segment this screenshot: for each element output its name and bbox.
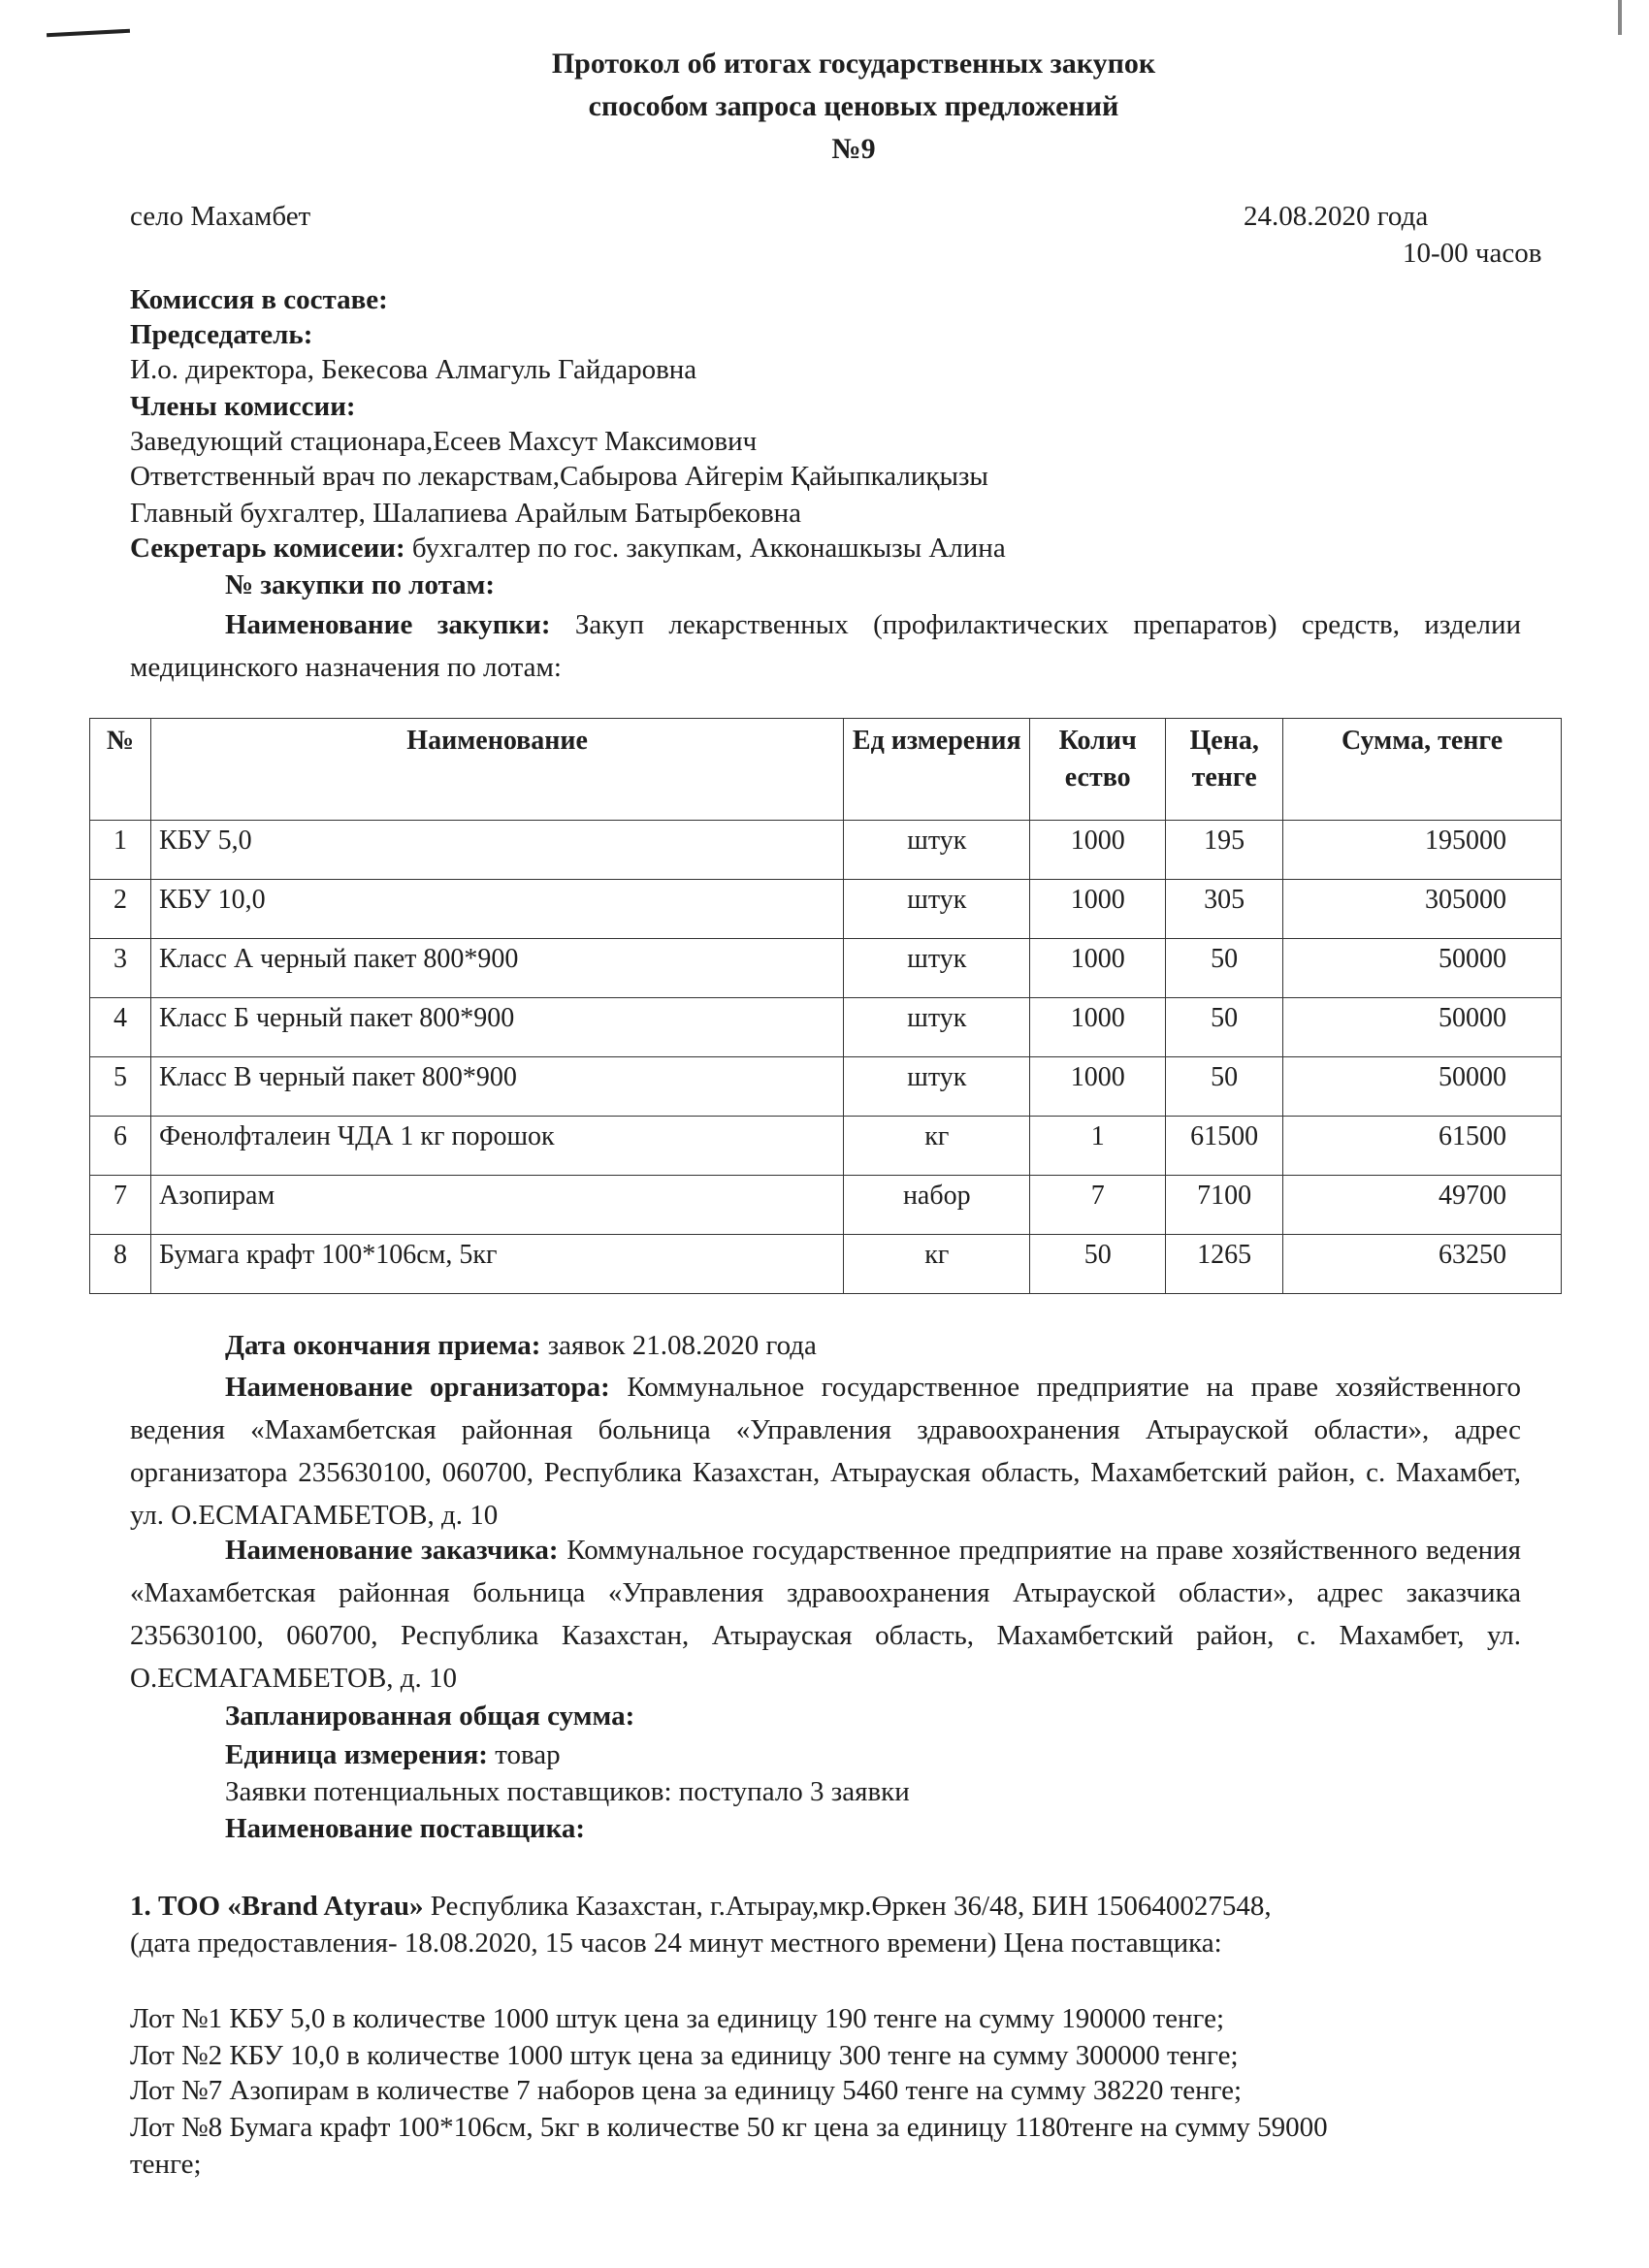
member-3: Главный бухгалтер, Шалапиева Арайлым Батырбековна [130,498,802,529]
cell-sum: 63250 [1283,1235,1562,1294]
purchase-name: Наименование закупки: Закуп лекарственных (профилактических препаратов) средств, изделии медицинского назначения по лотам: [130,609,1521,683]
planned-sum: Запланированная общая сумма: [225,1701,635,1732]
cell-unit: кг [844,1117,1030,1176]
protocol-time: 10-00 часов [1403,238,1542,269]
lots-table [89,718,1562,1294]
cell-quantity: 50 [1030,1235,1166,1294]
cell-sum: 195000 [1283,821,1562,880]
col-quantity: Колич ество [1030,719,1166,821]
cell-number: 3 [90,939,151,998]
cell-name: Класс Б черный пакет 800*900 [150,998,843,1057]
title-line-2: способом запроса ценовых предложений [588,90,1119,122]
col-price: Цена, тенге [1166,719,1283,821]
chair-label: Председатель: [130,319,313,350]
deadline: Дата окончания приема: заявок 21.08.2020 года [225,1330,817,1361]
table-row [90,939,1562,998]
table-row [90,1117,1562,1176]
protocol-number: №9 [831,133,876,165]
cell-unit: штук [844,880,1030,939]
table-row [90,998,1562,1057]
cell-quantity: 1000 [1030,821,1166,880]
cell-quantity: 1 [1030,1117,1166,1176]
cell-unit: штук [844,939,1030,998]
cell-unit: кг [844,1235,1030,1294]
cell-name: Фенолфталеин ЧДА 1 кг порошок [150,1117,843,1176]
title-line-1: Протокол об итогах государственных закупок [551,48,1156,80]
place: село Махамбет [130,201,311,232]
table-row [90,1176,1562,1235]
applications-count: Заявки потенциальных поставщиков: поступало 3 заявки [225,1776,910,1807]
cell-name: Класс В черный пакет 800*900 [150,1057,843,1117]
cell-price: 50 [1166,939,1283,998]
cell-number: 8 [90,1235,151,1294]
commission-heading: Комиссия в составе: [130,284,388,315]
table-row [90,1057,1562,1117]
supplier-lot-7: Лот №7 Азопирам в количестве 7 наборов цена за единицу 5460 тенге на сумму 38220 тенге; [130,2075,1243,2106]
cell-sum: 49700 [1283,1176,1562,1235]
cell-price: 305 [1166,880,1283,939]
cell-price: 7100 [1166,1176,1283,1235]
cell-quantity: 1000 [1030,939,1166,998]
cell-quantity: 1000 [1030,998,1166,1057]
col-sum: Сумма, тенге [1283,719,1562,821]
cell-number: 5 [90,1057,151,1117]
cell-price: 1265 [1166,1235,1283,1294]
cell-name: Класс А черный пакет 800*900 [150,939,843,998]
table-row [90,1235,1562,1294]
cell-sum: 50000 [1283,1057,1562,1117]
cell-price: 61500 [1166,1117,1283,1176]
lots-label: № закупки по лотам: [225,569,496,600]
document-title [0,43,1649,171]
member-1: Заведующий стационара,Есеев Махсут Максимович [130,426,758,457]
scan-edge-mark [1618,0,1622,35]
supplier-1: 1. ТОО «Brand Atyrau» Республика Казахстан, г.Атырау,мкр.Өркен 36/48, БИН 150640027548, [130,1891,1272,1922]
chair-name: И.о. директора, Бекесова Алмагуль Гайдаровна [130,354,697,385]
cell-unit: штук [844,998,1030,1057]
cell-price: 50 [1166,1057,1283,1117]
cell-quantity: 1000 [1030,880,1166,939]
cell-number: 4 [90,998,151,1057]
cell-quantity: 7 [1030,1176,1166,1235]
cell-number: 1 [90,821,151,880]
cell-number: 7 [90,1176,151,1235]
cell-sum: 50000 [1283,998,1562,1057]
cell-name: КБУ 5,0 [150,821,843,880]
members-label: Члены комиссии: [130,391,356,422]
cell-price: 50 [1166,998,1283,1057]
cell-name: Бумага крафт 100*106см, 5кг [150,1235,843,1294]
cell-price: 195 [1166,821,1283,880]
col-name: Наименование [150,719,843,821]
unit-of-measure: Единица измерения: товар [225,1739,561,1770]
col-number: № [90,719,151,821]
cell-sum: 50000 [1283,939,1562,998]
cell-number: 6 [90,1117,151,1176]
cell-name: Азопирам [150,1176,843,1235]
table-header-row [90,719,1562,821]
member-2: Ответственный врач по лекарствам,Сабырова Айгерім Қайыпкалиқызы [130,461,988,492]
supplier-lot-2: Лот №2 КБУ 10,0 в количестве 1000 штук цена за единицу 300 тенге на сумму 300000 тенге; [130,2040,1239,2071]
cell-unit: штук [844,821,1030,880]
cell-number: 2 [90,880,151,939]
protocol-date: 24.08.2020 года [1244,201,1429,232]
cell-quantity: 1000 [1030,1057,1166,1117]
cell-unit: набор [844,1176,1030,1235]
supplier-lot-8-cont: тенге; [130,2149,202,2180]
cell-sum: 61500 [1283,1117,1562,1176]
table-row [90,821,1562,880]
cell-unit: штук [844,1057,1030,1117]
customer: Наименование заказчика: Коммунальное государственное предприятие на праве хозяйственного ведения «Махамбетская районная больница «Управления здравоохранения Атырауской области», адрес заказчика 235630100, 060700, Республика Казахстан, Атырауская область, Махамбетский район, с. Махамбет, ул. О.ЕСМАГАМБЕТОВ, д. 10 [130,1535,1521,1694]
supplier-lot-1: Лот №1 КБУ 5,0 в количестве 1000 штук цена за единицу 190 тенге на сумму 190000 тенге; [130,2003,1224,2034]
table-row [90,880,1562,939]
secretary: Секретарь комисеии: бухгалтер по гос. закупкам, Акконашкызы Алина [130,533,1006,564]
col-unit: Ед измерения [844,719,1030,821]
cell-sum: 305000 [1283,880,1562,939]
organizer: Наименование организатора: Коммунальное государственное предприятие на праве хозяйственного ведения «Махамбетская районная больница «Управления здравоохранения Атырауской области», адрес организатора 235630100, 060700, Республика Казахстан, Атырауская область, Махамбетский район, с. Махамбет, ул. О.ЕСМАГАМБЕТОВ, д. 10 [130,1372,1521,1531]
supplier-1-submission: (дата предоставления- 18.08.2020, 15 часов 24 минут местного времени) Цена поставщика: [130,1928,1222,1959]
supplier-label: Наименование поставщика: [225,1813,586,1844]
scan-mark [47,29,130,37]
supplier-lot-8: Лот №8 Бумага крафт 100*106см, 5кг в количестве 50 кг цена за единицу 1180тенге на сумму 59000 [130,2112,1328,2143]
cell-name: КБУ 10,0 [150,880,843,939]
